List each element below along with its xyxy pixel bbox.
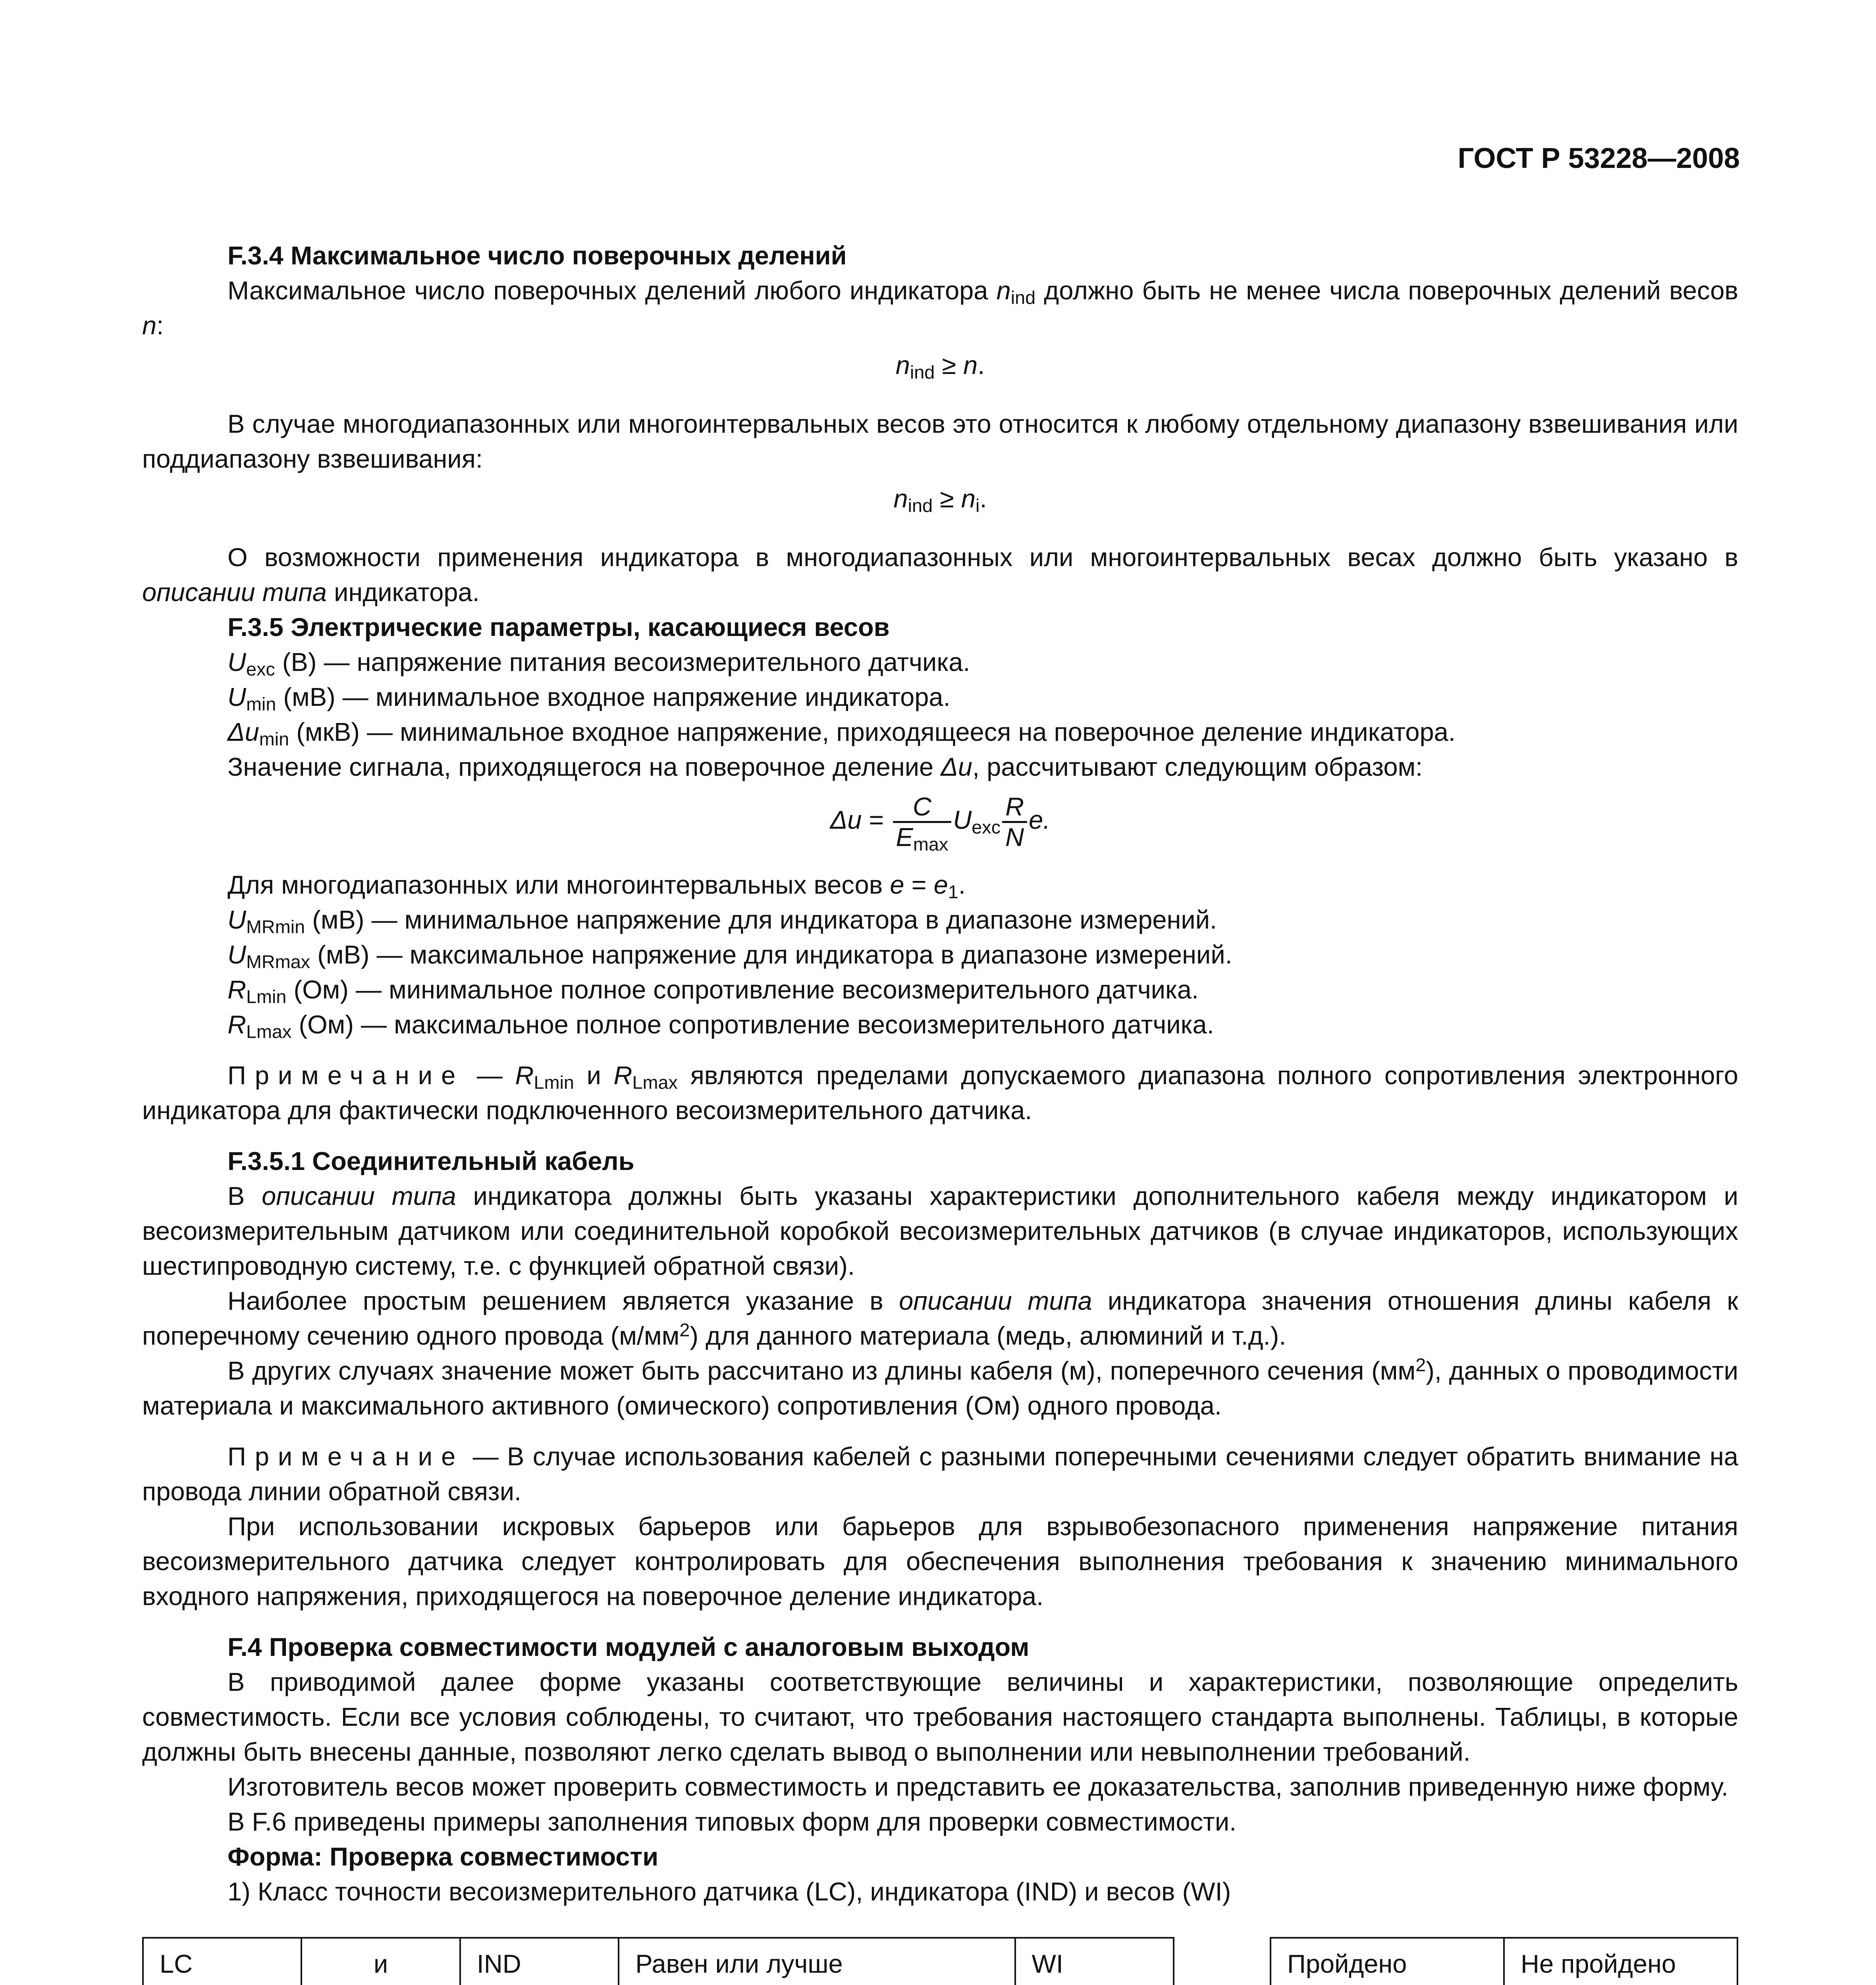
f4-paragraph-2: Изготовитель весов может проверить совместимость и представить ее доказательства, заполнив приведенную ниже форму. — [228, 1772, 1729, 1801]
cell-equal-or-better: Равен или лучше — [619, 1938, 1015, 1985]
section-f4-title: F.4 Проверка совместимости модулей с аналоговым выходом — [228, 1632, 1030, 1661]
def-u-mrmax: $U_{MRmax}$ (мВ) — максимальное напряжение для индикатора в диапазоне измерений. — [228, 940, 1232, 972]
section-f35-title: F.3.5 Электрические параметры, касающиеся весов — [228, 613, 890, 642]
accuracy-class-table — [142, 1937, 1174, 1985]
failed-label: Не пройдено — [1504, 1938, 1737, 1985]
f34-paragraph-2: В случае многодиапазонных или многоинтервальных весов это относится к любому отдельному диапазону взвешивания или поддиапазону взвешивания: — [142, 409, 1738, 473]
f351-paragraph-1: В описании типа индикатора должны быть указаны характеристики дополнительного кабеля между индикатором и весоизмерительным датчиком или соединительной коробкой весоизмерительных датчиков (в случае индикаторов, использующих шестипроводную систему, т.е. с функцией обратной связи). — [142, 1181, 1739, 1280]
f4-paragraph-3: В F.6 приведены примеры заполнения типовых форм для проверки совместимости. — [228, 1807, 1237, 1836]
f34-paragraph-1: Максимальное число поверочных делений любого индикатора $n_{ind}$ должно быть не менее числа поверочных делений весов n: — [142, 276, 1738, 340]
table-row — [1271, 1938, 1737, 1985]
cell-and: и — [301, 1938, 460, 1985]
f351-paragraph-4: При использовании искровых барьеров или барьеров для взрывобезопасного применения напряжение питания весоизмерительного датчика следует контролировать для обеспечения выполнения требования к значению минимального входного напряжения, приходящегося на поверочное деление индикатора. — [142, 1512, 1738, 1611]
multi-range-e-text: Для многодиапазонных или многоинтервальных весов $e = e_1$. — [228, 870, 966, 902]
f351-paragraph-3: В других случаях значение может быть рассчитано из длины кабеля (м), поперечного сечения $(мм^2)$, данных о проводимости материала и максимального активного (омического) сопротивления (Ом) одного провода. — [142, 1354, 1738, 1420]
passed-label: Пройдено — [1271, 1938, 1504, 1985]
accuracy-class-tables — [142, 1937, 1738, 1985]
formula-delta-u: Δu = $\frac{C}{E_{max}}$ $U_{exc}$ $\frac{R}{N}$ e. — [830, 792, 1051, 855]
cell-lc-label: LC — [143, 1938, 301, 1985]
def-delta-u-min: $\Delta u_{min}$ (мкВ) — минимальное входное напряжение, приходящееся на поверочное деление индикатора. — [228, 717, 1456, 750]
def-u-mrmin: $U_{MRmin}$ (мВ) — минимальное напряжение для индикатора в диапазоне измерений. — [228, 905, 1217, 937]
document-body — [142, 238, 1738, 1985]
def-r-lmax: $R_{Lmax}$ (Ом) — максимальное полное сопротивление весоизмерительного датчика. — [228, 1010, 1214, 1042]
note-f35: Примечание — $R_{Lmin}$ и $R_{Lmax}$ являются пределами допускаемого диапазона полного сопротивления электронного индикатора для фактически подключенного весоизмерительного датчика. — [142, 1061, 1738, 1125]
formula-nind-ge-ni: $n_{ind} \ge n_i$. — [893, 484, 987, 516]
signal-value-text: Значение сигнала, приходящегося на поверочное деление Δu, рассчитывают следующим образом: — [228, 752, 1423, 781]
formula-nind-ge-n: $n_{ind} \ge n$. — [895, 351, 985, 383]
form-title: Форма: Проверка совместимости — [228, 1842, 659, 1871]
section-f34-title: F.3.4 Максимальное число поверочных делений — [228, 241, 847, 270]
table-row — [143, 1938, 1174, 1985]
section-f351-title: F.3.5.1 Соединительный кабель — [228, 1147, 634, 1176]
def-u-exc: $U_{exc}$ (В) — напряжение питания весоизмерительного датчика. — [228, 648, 970, 680]
note-f351: Примечание — В случае использования кабелей с разными поперечными сечениями следует обратить внимание на провода линии обратной связи. — [142, 1442, 1738, 1506]
result-table-1 — [1270, 1937, 1738, 1985]
standard-header: ГОСТ Р 53228—2008 — [1458, 143, 1740, 174]
cell-ind-label: IND — [460, 1938, 619, 1985]
f351-paragraph-2: Наиболее простым решением является указание в описании типа индикатора значения отношения длины кабеля к поперечному сечению одного провода $(м/мм^2)$ для данного материала (медь, алюминий и т.д.). — [142, 1286, 1738, 1350]
cell-wi-label: WI — [1015, 1938, 1174, 1985]
form-item-1: 1) Класс точности весоизмерительного датчика (LC), индикатора (IND) и весов (WI) — [228, 1877, 1231, 1906]
def-u-min: $U_{min}$ (мВ) — минимальное входное напряжение индикатора. — [228, 682, 951, 715]
f34-paragraph-3: О возможности применения индикатора в многодиапазонных или многоинтервальных весах должно быть указано в описании типа индикатора. — [142, 543, 1738, 607]
f4-paragraph-1: В приводимой далее форме указаны соответствующие величины и характеристики, позволяющие определить совместимость. Если все условия соблюдены, то считают, что требования настоящего стандарта выполнены. Таблицы, в которые должны быть внесены данные, позволяют легко сделать вывод о выполнении или невыполнении требований. — [142, 1667, 1738, 1766]
def-r-lmin: $R_{Lmin}$ (Ом) — минимальное полное сопротивление весоизмерительного датчика. — [228, 975, 1199, 1007]
